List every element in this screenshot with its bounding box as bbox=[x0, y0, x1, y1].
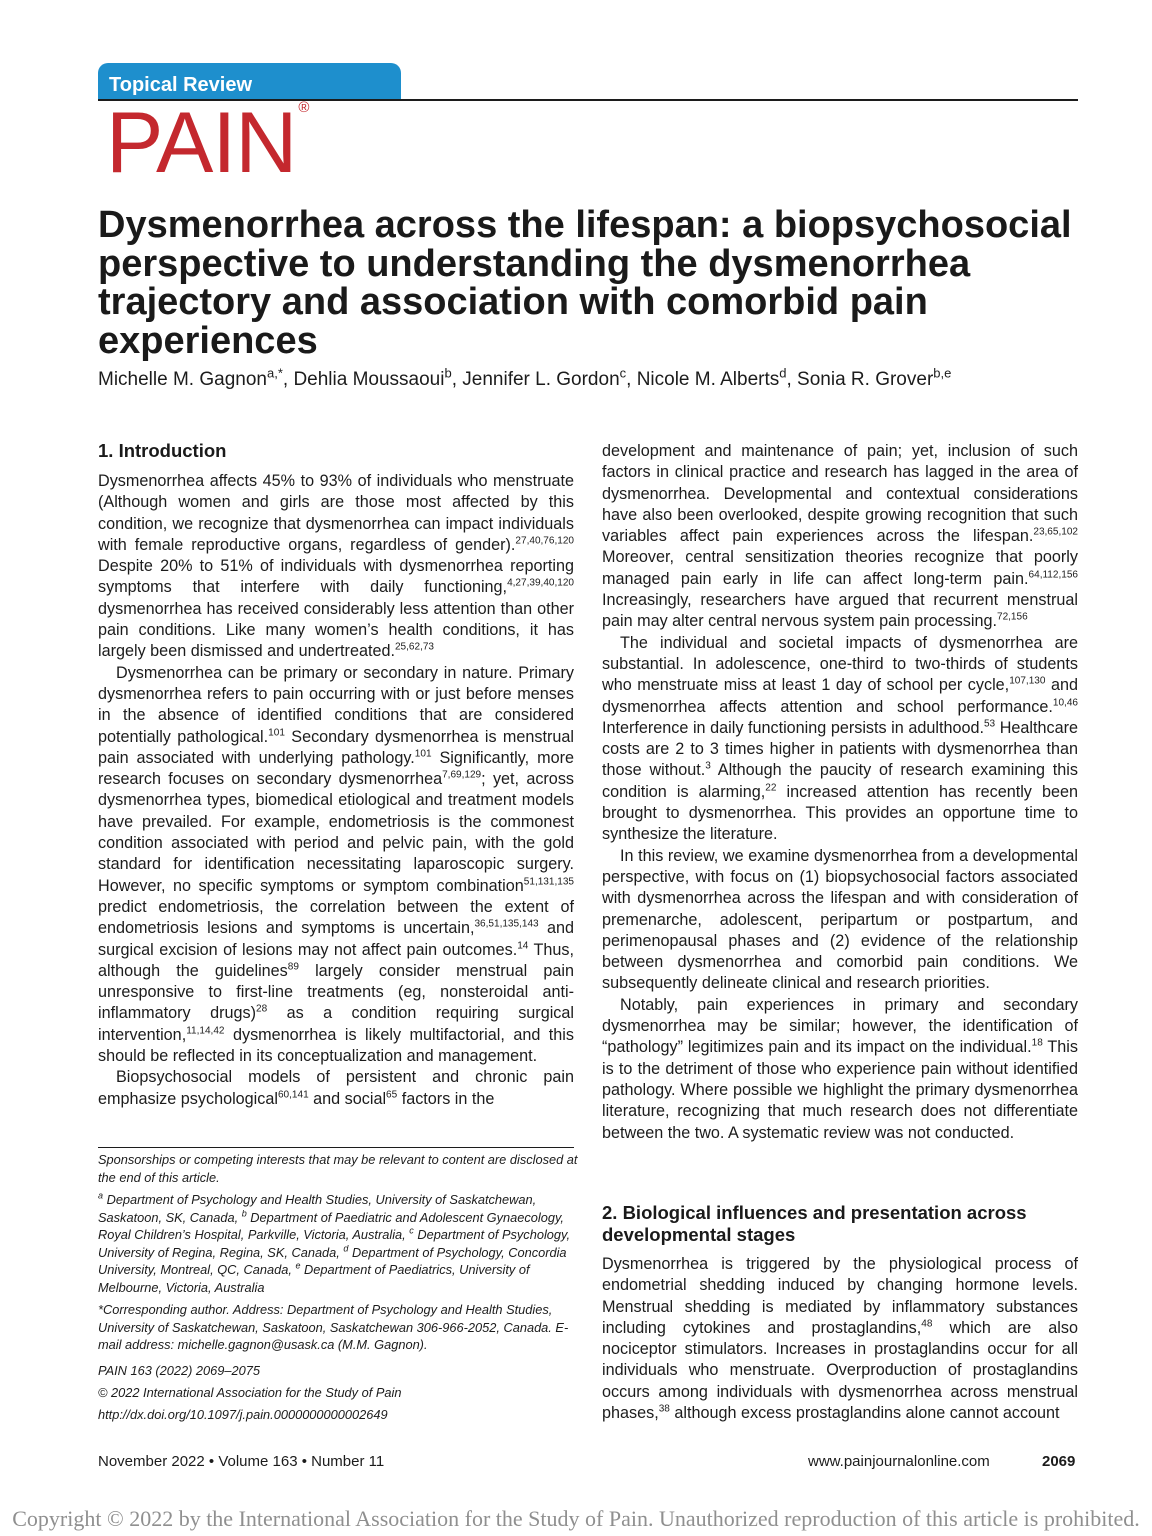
journal-logo-text: PAIN bbox=[106, 95, 297, 191]
author: Dehlia Moussaoui$^b$, bbox=[293, 365, 463, 390]
issue-info: November 2022 • Volume 163 • Number 11 bbox=[98, 1453, 385, 1470]
right-column-body bbox=[602, 441, 1078, 1144]
paragraph: Dysmenorrhea affects 45% to 93% of individuals who menstruate (Although women and girls are those most affected by this condition, we recognize that dysmenorrhea can impact individuals with female reproductive organs, regardless of gender).$^{27,40,76,120}$ Despite 20% to 51% of individuals with dysmenorrhea reporting symptoms that interfere with daily functioning,$^{4,27,39,40,120}$ dysmenorrhea has received considerably less attention than other pain conditions. Like many women’s health conditions, it has largely been dismissed and undertreated.$^{25,62,73}$ bbox=[98, 472, 574, 661]
paragraph: In this review, we examine dysmenorrhea from a developmental perspective, with focus on (1) biopsychosocial factors associated with dysmenorrhea across the lifespan and with consideration of premenarche, adolescent, peripartum or postpartum, and perimenopausal phases and (2) evidence of the relationship between dysmenorrhea and comorbid pain conditions. We subsequently delineate clinical and research priorities. bbox=[602, 846, 1078, 993]
paragraph-continuation-text: development and maintenance of pain; yet, inclusion of such factors in clinical practice and research has lagged in the area of dysmenorrhea. Developmental and contextual considerations have also been overlooked, despite growing recognition that such variables affect pain experiences across the lifespan. bbox=[602, 442, 1078, 546]
author: Sonia R. Grover$^{b,e}$ bbox=[797, 365, 952, 390]
paragraph-break-text: factors in the bbox=[397, 1089, 495, 1108]
biological-section-body bbox=[602, 1254, 1078, 1424]
doi-link[interactable]: http://dx.doi.org/10.1097/j.pain.0000000000002649 bbox=[98, 1407, 388, 1422]
citation-note: PAIN 163 (2022) 2069–2075 bbox=[98, 1363, 260, 1378]
paragraph: Dysmenorrhea can be primary or secondary in nature. Primary dysmenorrhea refers to pain occurring with or just before menses in the absence of identified conditions that are considered potentially pathological.$^{101}$ Secondary dysmenorrhea is menstrual pain associated with underlying pathology.$^{101}$ Significantly, more research focuses on secondary dysmenorrhea$^{7,69,129}$; yet, across dysmenorrhea types, biomedical etiological and treatment models have prevailed. For example, endometriosis is the commonest condition associated with period and pelvic pain, with the gold standard for identification necessitating laparoscopic surgery. However, no specific symptoms or symptom combination$^{51,131,135}$ predict endometriosis, the correlation between the extent of endometriosis lesions and symptoms is uncertain,$^{36,51,135,143}$ and surgical excision of lesions may not affect pain outcomes.$^{14}$ Thus, although the guidelines$^{89}$ largely consider menstrual pain unresponsive to first-line treatments (eg, nonsteroidal anti-inflammatory drugs)$^{28}$ as a condition requiring surgical intervention,$^{11,14,42}$ dysmenorrhea is likely multifactorial, and this should be reflected in its conceptualization and management. bbox=[98, 663, 575, 1066]
author: Jennifer L. Gordon$^c$, bbox=[462, 365, 637, 390]
journal-website-link[interactable]: www.painjournalonline.com bbox=[808, 1453, 990, 1470]
corresponding-author-note: *Corresponding author. Address: Department of Psychology and Health Studies, University of Saskatchewan, Saskatoon, Saskatchewan 306-966-2052, Canada. E-mail address: michelle.gagnon@usask.ca (M.M. Gagnon). bbox=[98, 1302, 569, 1353]
sponsorship-note: Sponsorships or competing interests that may be relevant to content are disclosed at the end of this article. bbox=[98, 1152, 578, 1185]
author: Nicole M. Alberts$^d$, bbox=[636, 365, 798, 390]
left-column-body bbox=[98, 471, 574, 1110]
section-tab: Topical Review bbox=[98, 63, 401, 100]
section-heading-introduction: 1. Introduction bbox=[98, 440, 227, 461]
article-title: Dysmenorrhea across the lifespan: a biopsychosocial perspective to understanding the dysmenorrhea trajectory and association with comorbid pain experiences bbox=[98, 204, 1072, 362]
copyright-watermark: Copyright © 2022 by the International Association for the Study of Pain. Unauthorized reproduction of this article is prohibited. bbox=[12, 1506, 1140, 1531]
paragraph: Dysmenorrhea is triggered by the physiological process of endometrial shedding induced by changing hormone levels. Menstrual shedding is mediated by inflammatory substances including cytokines and prostaglandins,$^{48}$ which are also nociceptor stimulators. Increases in prostaglandins occur for all individuals who menstruate. Overproduction of prostaglandins occurs among individuals with dysmenorrhea across menstrual phases,$^{38}$ although excess prostaglandins alone cannot account bbox=[602, 1255, 1078, 1423]
page-number: 2069 bbox=[1042, 1453, 1076, 1470]
copyright-note: © 2022 International Association for the Study of Pain bbox=[98, 1385, 402, 1400]
registered-mark: ® bbox=[298, 99, 309, 116]
affiliations-note: $^a$ Department of Psychology and Health Studies, University of Saskatchewan, Saskatoon, SK, Canada, $^b$ Department of Paediatric and Adolescent Gynaecology, Royal Children’s Hospital, Parkville, Victoria, Australia, $^c$ Department of Psychology, University of Regina, Regina, SK, Canada, $^d$ Department of Psychology, Concordia University, Montreal, QC, Canada, $^e$ Department of Paediatrics, University of Melbourne, Victoria, Australia bbox=[98, 1190, 571, 1295]
author-list bbox=[98, 365, 1088, 392]
paragraph-continued: Biopsychosocial models of persistent and chronic pain emphasize psychological$^{60,141}$ and social$^{65}$ factors in the bbox=[98, 1068, 574, 1108]
section-heading-biological: 2. Biological influences and presentation across developmental stages bbox=[602, 1202, 1027, 1245]
author: Michelle M. Gagnon$^{a,*}$, bbox=[98, 365, 294, 390]
paragraph: The individual and societal impacts of dysmenorrhea are substantial. In adolescence, one-third to two-thirds of students who menstruate miss at least 1 day of school per cycle,$^{107,130}$ and dysmenorrhea affects attention and school performance.$^{10,46}$ Interference in daily functioning persists in adulthood.$^{53}$ Healthcare costs are 2 to 3 times higher in patients with dysmenorrhea than those without.$^3$ Although the paucity of research examining this condition is alarming,$^{22}$ increased attention has recently been brought to dysmenorrhea. This provides an opportune time to synthesize the literature. bbox=[602, 633, 1078, 844]
footnote-rule bbox=[98, 1147, 574, 1148]
journal-logo bbox=[106, 95, 309, 191]
paragraph: Notably, pain experiences in primary and secondary dysmenorrhea may be similar; however, the identification of “pathology” legitimizes pain and its impact on the individual.$^{18}$ This is to the detriment of those who experience pain without identified pathology. Where possible we highlight the primary dysmenorrhea literature, recognizing that much research does not differentiate between the two. A systematic review was not conducted. bbox=[602, 995, 1078, 1142]
paragraph-continuation: development and maintenance of pain; yet, inclusion of such factors in clinical practice and research has lagged in the area of dysmenorrhea. Developmental and contextual considerations have also been overlooked, despite growing recognition that such variables affect pain experiences across the lifespan.$^{23,65,102}$ Moreover, central sensitization theories recognize that poorly managed pain early in life can affect long-term pain.$^{64,112,156}$ Increasingly, researchers have argued that recurrent menstrual pain may alter central nervous system pain processing.$^{72,156}$ bbox=[602, 442, 1078, 631]
